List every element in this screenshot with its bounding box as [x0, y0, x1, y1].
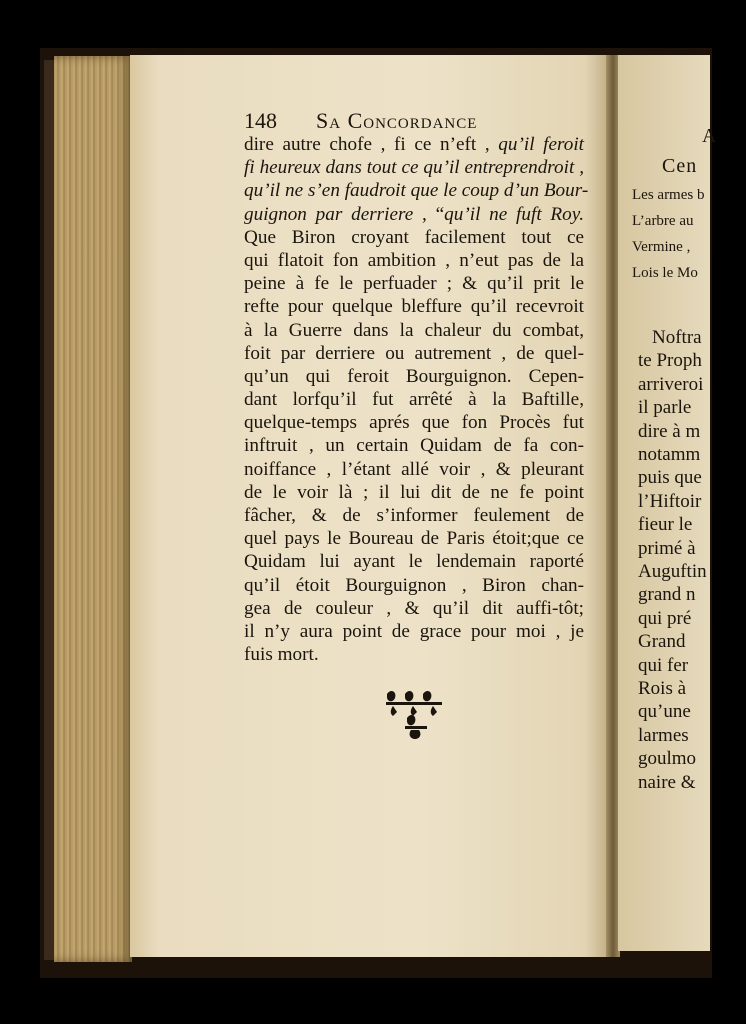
text-line — [244, 388, 584, 411]
roman-text: à la Guerre dans la chaleur du combat, — [244, 319, 584, 341]
text-line — [244, 620, 584, 643]
roman-text: de le voir là ; il lui dit de ne fe point — [244, 481, 584, 503]
roman-text: Que Biron croyant facilement tout ce — [244, 226, 584, 248]
text-line — [244, 504, 584, 527]
printer-ornament — [383, 688, 447, 740]
italic-text: fi heureux dans tout ce qu’il entreprendroit , — [244, 157, 584, 179]
italic-text: qu’il feroit — [498, 134, 584, 155]
body-line: puis que — [638, 467, 702, 489]
page-header — [244, 108, 584, 134]
body-line: l’Hiftoir — [638, 490, 702, 512]
text-line — [244, 249, 584, 272]
body-line: grand n — [638, 584, 696, 606]
verse-line: Vermine , — [632, 239, 691, 255]
right-page-text — [618, 55, 718, 951]
roman-text: peine à fe le perfuader ; & qu’il prit le — [244, 273, 584, 295]
roman-text: inftruit , un certain Quidam de fa con- — [244, 435, 584, 457]
text-line — [244, 156, 584, 179]
text-line — [244, 226, 584, 249]
text-line — [244, 643, 584, 666]
body-line: notamm — [638, 444, 701, 465]
text-line — [244, 481, 584, 504]
body-line: te Proph — [638, 350, 702, 372]
roman-text: fuis mort. — [244, 644, 319, 666]
body-line: qui pré — [638, 607, 692, 629]
body-line: Grand — [638, 631, 686, 653]
roman-text: quelque-temps aprés que fon Procès fut — [244, 412, 584, 434]
body-text — [244, 133, 589, 666]
roman-text: fâcher, & de s’informer feulement de — [244, 505, 584, 526]
roman-text: dire autre chofe , fi ce n’eft , — [244, 134, 499, 155]
text-line — [244, 342, 584, 365]
text-line — [244, 458, 584, 481]
right-page — [618, 55, 718, 951]
text-line — [244, 597, 584, 620]
roman-text: il n’y aura point de grace pour moi , je — [244, 620, 584, 642]
body-line: Auguftin — [638, 561, 707, 582]
right-corner-letter: A — [702, 125, 718, 147]
body-line: naire & — [638, 771, 696, 793]
roman-text: “ — [435, 203, 445, 225]
text-line — [244, 133, 584, 156]
body-line: il parle — [638, 397, 692, 419]
roman-text: qu’il étoit Bourguignon , Biron chan- — [244, 574, 584, 596]
roman-text: noiffance , l’étant allé voir , & pleurant — [244, 458, 584, 480]
verse-line: L’arbre au — [632, 213, 694, 229]
roman-text: qu’un qui feroit Bourguignon. Cepen- — [244, 365, 584, 387]
text-line — [244, 272, 584, 295]
page-edges — [54, 56, 132, 962]
body-line: primé à — [638, 537, 696, 559]
italic-text: qu’il ne s’en faudroit que le coup d’un Bour- — [244, 180, 589, 202]
text-line — [244, 295, 584, 318]
body-line: Rois à — [638, 678, 687, 699]
body-line: Noftra — [652, 327, 702, 348]
italic-text: guignon par derriere , — [244, 203, 436, 225]
body-line: goulmo — [638, 748, 697, 770]
text-line — [244, 550, 584, 573]
text-line — [244, 434, 584, 457]
text-line — [244, 411, 584, 434]
running-head: Sa Concordance — [316, 108, 478, 133]
text-line — [244, 365, 584, 388]
right-heading: Cen — [662, 155, 698, 177]
roman-text: quel pays le Boureau de Paris étoit;que ce — [244, 528, 584, 550]
text-line — [244, 203, 584, 226]
roman-text: Quidam lui ayant le lendemain raporté — [244, 551, 584, 573]
roman-text: foit par derriere ou autrement , de quel- — [244, 342, 584, 364]
text-line — [244, 527, 584, 550]
roman-text: qui flatoit fon ambition , n’eut pas de la — [244, 249, 584, 271]
roman-text: dant lorfqu’il fut arrêté à la Baftille, — [244, 389, 584, 411]
body-line: fieur le — [638, 514, 693, 536]
verse-line: Les armes b — [632, 187, 705, 203]
body-line: qui fer — [638, 654, 689, 676]
roman-text: refte pour quelque bleffure qu’il recevroit — [244, 296, 584, 318]
page-number: 148 — [244, 108, 277, 133]
text-line — [244, 179, 589, 202]
body-line: arriveroi — [638, 373, 704, 395]
italic-text: qu’il ne fuft Roy. — [444, 203, 584, 225]
body-line: larmes — [638, 724, 689, 746]
text-line — [244, 574, 584, 597]
body-line: dire à m — [638, 420, 701, 442]
roman-text: gea de couleur , & qu’il dit auffi-tôt; — [244, 597, 584, 619]
text-line — [244, 319, 584, 342]
body-line: qu’une — [638, 701, 691, 723]
verse-line: Lois le Mo — [632, 265, 698, 281]
